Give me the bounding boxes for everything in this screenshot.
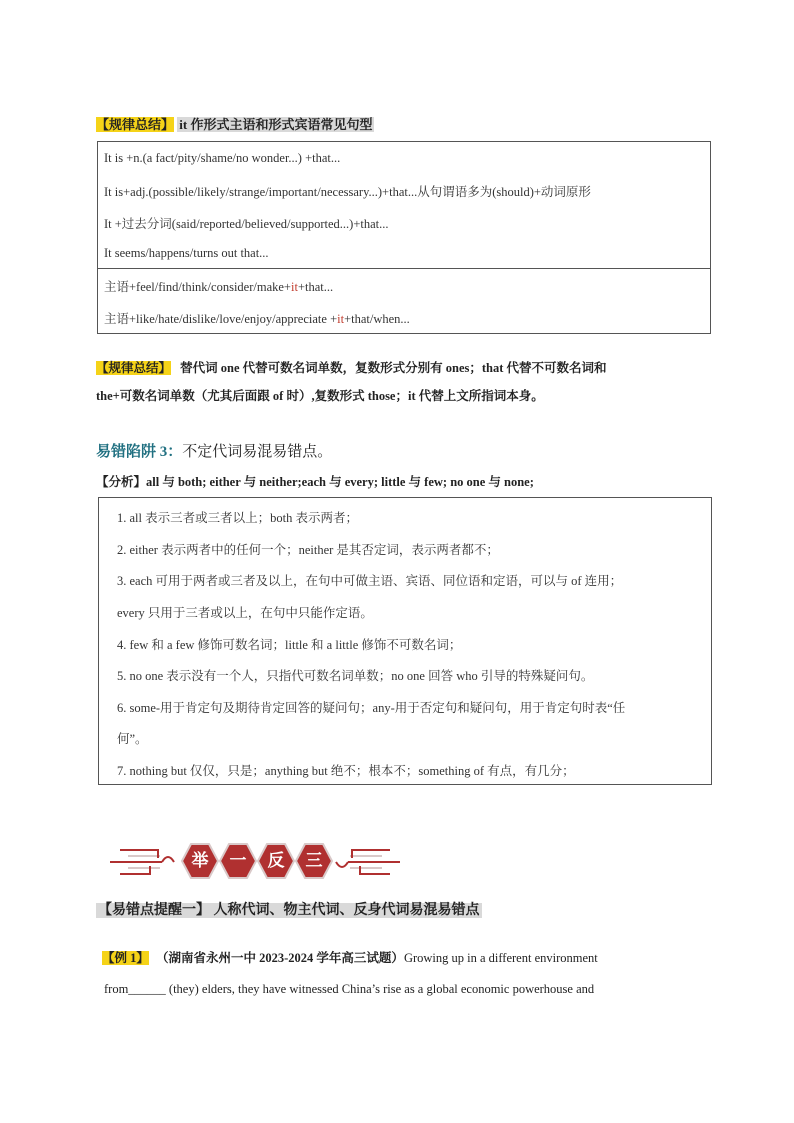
banner-char: 反 [267,851,285,871]
rule-summary-title: it 作形式主语和形式宾语常见句型 [179,117,373,132]
example-text: Growing up in a different environment [403,951,598,965]
tip-heading-text: 【易错点提醒一】 人称代词、物主代词、反身代词易混易错点 [98,903,480,918]
analysis-line: 【分析】all 与 both; either 与 neither;each 与 every; little 与 few; no one 与 none; [96,475,534,489]
list-item: 6. some-用于肯定句及期待肯定回答的疑问句；any-用于否定句和疑问句，用于肯定句时表“任 [117,701,626,715]
list-item: 5. no one 表示没有一个人，只指代可数名词单数；no one 回答 who 引导的特殊疑问句。 [117,669,594,683]
rule-summary-tag: 【规律总结】 [96,117,175,132]
rule-summary-2-line2: the+可数名词单数（尤其后面跟 of 时）,复数形式 those；it 代替上文所指词本身。 [96,389,544,403]
list-item: 何”。 [117,732,148,746]
it-pattern-table [97,141,711,334]
example-source: （湖南省永州一中 2023-2024 学年高三试题） [156,951,404,965]
banner-char: 一 [229,851,247,871]
tip-heading [96,899,482,919]
it-pattern-row: It is+adj.(possible/likely/strange/important/necessary...)+that...从句谓语多为(should)+动词原形 [104,185,591,199]
banner-char: 举 [191,851,209,871]
list-item: every 只用于三者或以上，在句中只能作定语。 [117,606,373,620]
banner-char: 三 [305,851,323,871]
it-highlight: it [290,280,298,294]
list-item: 4. few 和 a few 修饰可数名词；little 和 a little 修饰不可数名词； [117,638,462,652]
table-divider [98,268,710,269]
trap-text: 不定代词易混易错点。 [182,444,333,460]
it-pattern-row: It seems/happens/turns out that... [104,246,269,260]
example-line-1 [102,948,598,966]
trap-heading [96,440,332,461]
it-highlight: it [337,312,345,326]
rule-summary-tag: 【规律总结】 [96,361,172,375]
rule-summary-2-line1: 【规律总结】 替代词 one 代替可数名词单数，复数形式分别有 ones；that 代替不可数名词和 [96,361,607,375]
it-pattern-row: It +过去分词(said/reported/believed/supported...)+that... [104,217,389,231]
list-item: 1. all 表示三者或三者以上；both 表示两者； [117,511,358,525]
trap-label: 易错陷阱 3： [96,444,183,460]
example-line-2: from______ (they) elders, they have witnessed China’s rise as a global economic powerhouse and [104,982,595,996]
it-object-row: 主语+like/hate/dislike/love/enjoy/appreciate +it+that/when... [104,312,410,326]
example-tag: 【例 1】 [102,951,149,965]
rule-summary-heading-1 [96,114,374,133]
it-object-row: 主语+feel/find/think/consider/make+it+that... [104,280,334,294]
list-item: 2. either 表示两者中的任何一个；neither 是其否定词，表示两者都不； [117,543,499,557]
banner-left-scroll [110,850,174,874]
indefinite-pronoun-box [98,497,712,785]
banner-right-scroll [336,850,400,874]
list-item: 3. each 可用于两者或三者及以上，在句中可做主语、宾语、同位语和定语，可以与 of 连用； [117,574,623,588]
list-item: 7. nothing but 仅仅，只是；anything but 绝不；根本不；something of 有点，有几分； [117,764,575,778]
it-pattern-row: It is +n.(a fact/pity/shame/no wonder...) +that... [104,151,341,165]
